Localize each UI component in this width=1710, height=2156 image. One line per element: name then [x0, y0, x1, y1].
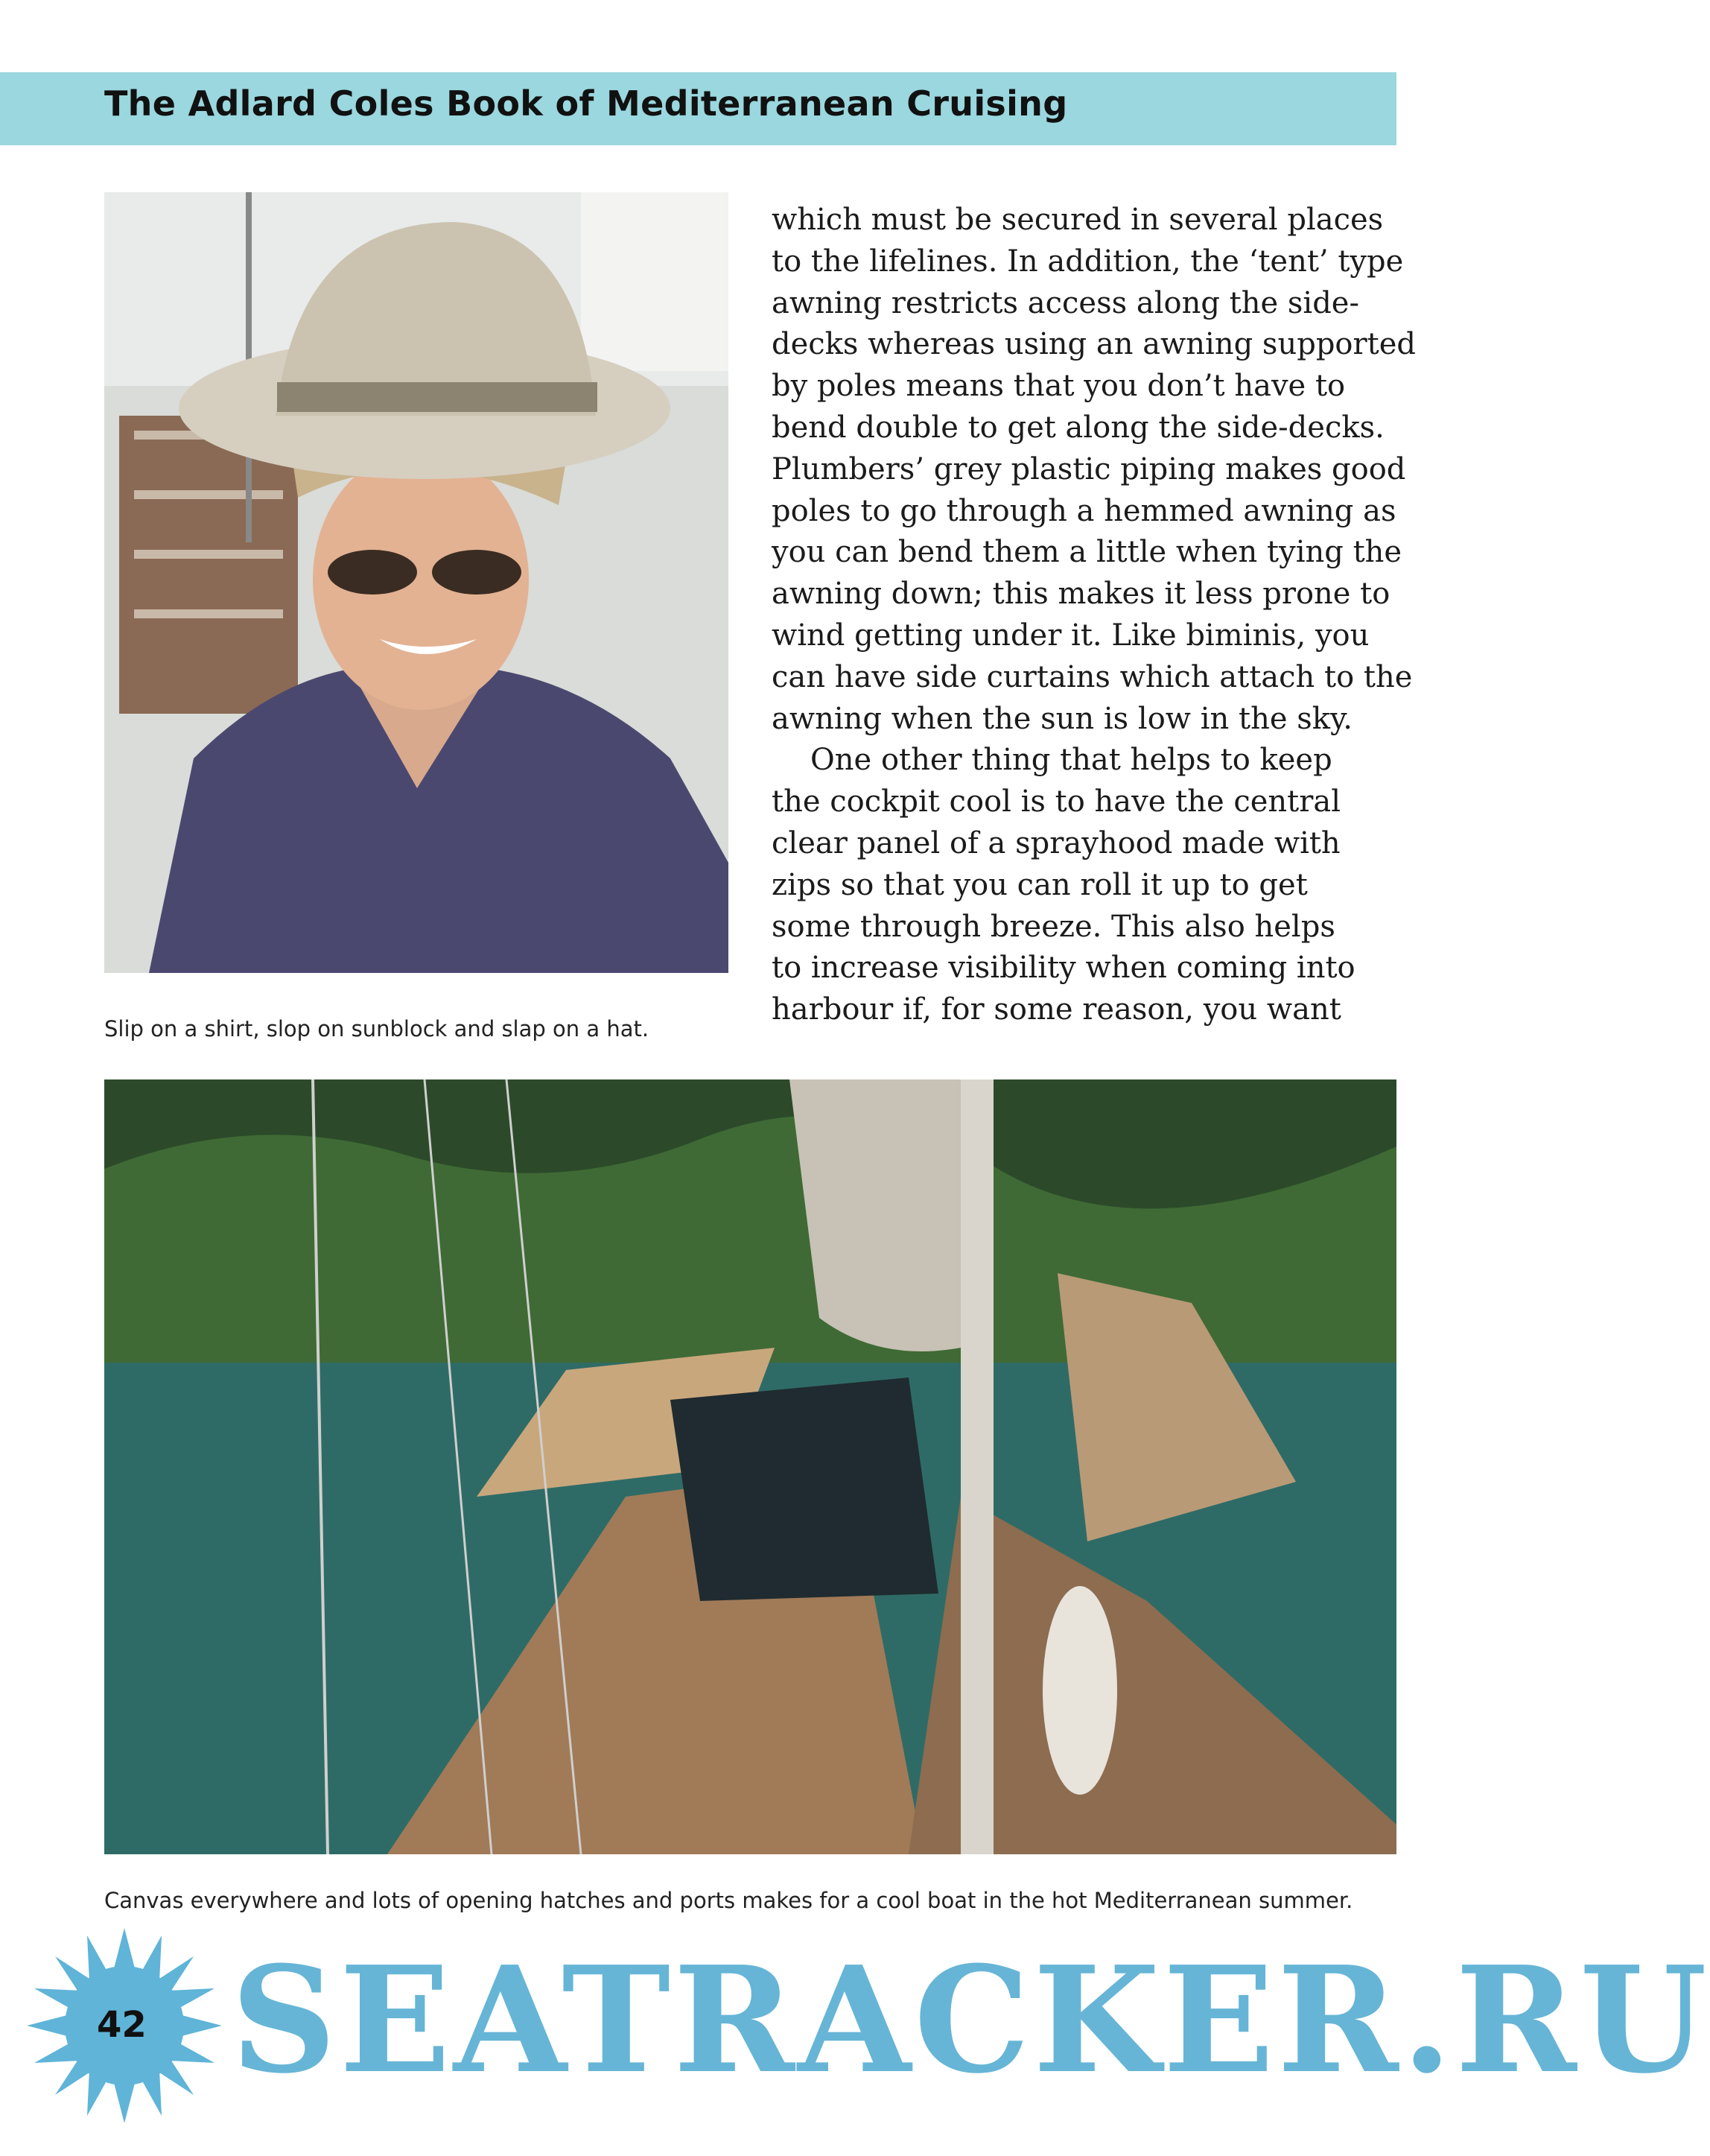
body-line: awning restricts access along the side-: [772, 285, 1359, 320]
body-line: to increase visibility when coming into: [772, 951, 1355, 986]
body-line: which must be secured in several places: [772, 203, 1384, 237]
body-line: you can bend them a little when tying the: [772, 535, 1402, 570]
body-line: by poles means that you don’t have to: [772, 369, 1346, 404]
seatracker-watermark: SEATRACKER.RU: [231, 1935, 1710, 2106]
body-line: can have side curtains which attach to the: [772, 659, 1413, 694]
body-line: some through breeze. This also helps: [772, 909, 1335, 944]
running-header-title: The Adlard Coles Book of Mediterranean Cruising: [104, 83, 1068, 124]
body-line: bend double to get along the side-decks.: [772, 410, 1385, 445]
body-line: Plumbers’ grey plastic piping makes good: [772, 451, 1406, 486]
page-number: 42: [97, 2004, 147, 2046]
body-line: wind getting under it. Like biminis, you: [772, 618, 1370, 653]
body-line: decks whereas using an awning supported: [772, 327, 1416, 362]
body-line: the cockpit cool is to have the central: [772, 784, 1341, 819]
body-line: clear panel of a sprayhood made with: [772, 825, 1341, 860]
body-text-column: [772, 200, 1416, 1031]
body-line: zips so that you can roll it up to get: [772, 867, 1308, 902]
woman-in-hat-photo: [104, 192, 728, 973]
body-line: poles to go through a hemmed awning as: [772, 493, 1396, 528]
portrait-photo-caption: Slip on a shirt, slop on sunblock and slap on a hat.: [104, 1016, 649, 1041]
deck-photo-caption: Canvas everywhere and lots of opening hatches and ports makes for a cool boat in the hot Mediterranean summer.: [104, 1888, 1353, 1913]
body-line: harbour if, for some reason, you want: [772, 992, 1341, 1027]
body-line: awning down; this makes it less prone to: [772, 577, 1390, 612]
yacht-deck-awning-photo: [104, 1079, 1396, 1854]
body-line: to the lifelines. In addition, the ‘tent’ type: [772, 244, 1404, 279]
body-line: One other thing that helps to keep: [810, 743, 1332, 778]
body-line: awning when the sun is low in the sky.: [772, 701, 1353, 736]
